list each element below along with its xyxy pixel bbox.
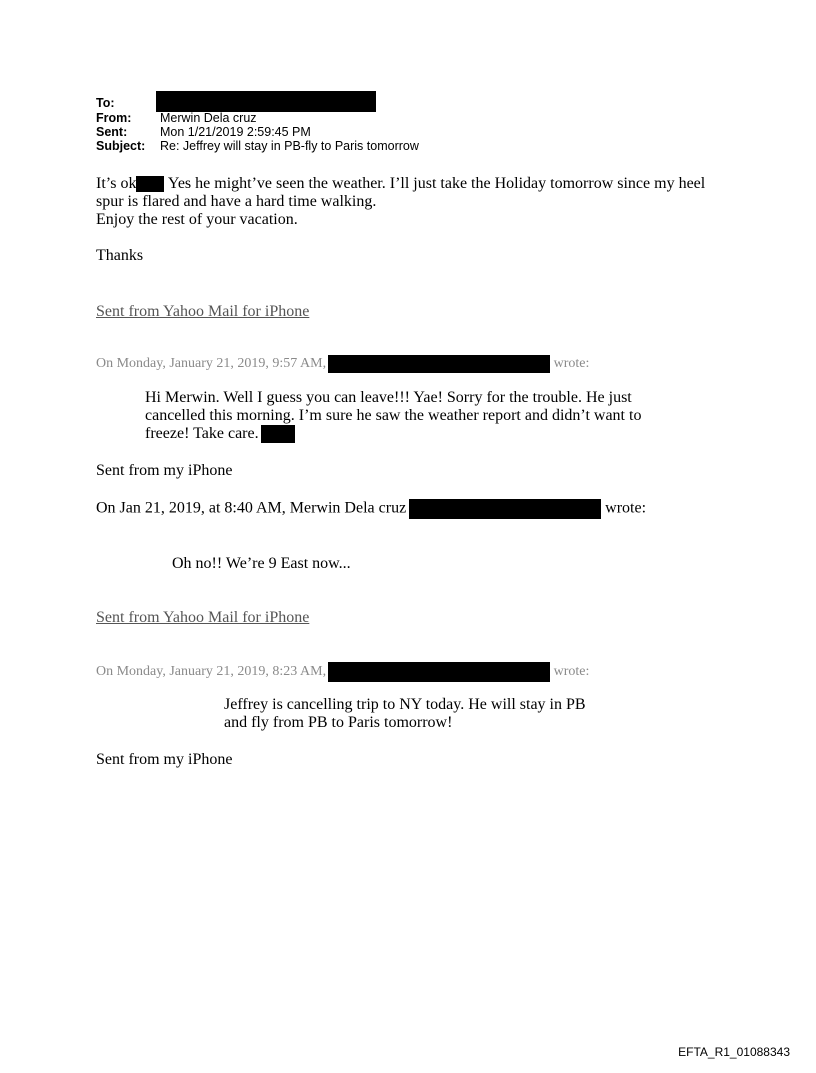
quote2-intro-end: wrote: bbox=[601, 499, 647, 517]
yahoo-signature-link-1[interactable]: Sent from Yahoo Mail for iPhone bbox=[96, 303, 310, 320]
quote1-intro-start: On Monday, January 21, 2019, 9:57 AM, bbox=[96, 356, 327, 372]
from-value: Merwin Dela cruz bbox=[160, 111, 257, 125]
redaction-sender-2 bbox=[328, 662, 550, 682]
redaction-to bbox=[156, 91, 376, 112]
sent-label: Sent: bbox=[96, 125, 128, 139]
redaction-name bbox=[136, 176, 164, 192]
document-id: EFTA_R1_01088343 bbox=[678, 1045, 790, 1059]
quote3-line-2: and fly from PB to Paris tomorrow! bbox=[224, 714, 453, 731]
quote1-line-2: cancelled this morning. I’m sure he saw the weather report and didn’t want to bbox=[145, 407, 642, 424]
quote1-line-3-text: freeze! Take care. bbox=[145, 425, 259, 442]
quote3-signature: Sent from my iPhone bbox=[96, 751, 233, 768]
quote3-line-1: Jeffrey is cancelling trip to NY today. He will stay in PB bbox=[224, 696, 586, 713]
reply-line-1-start: It’s ok bbox=[96, 175, 137, 192]
subject-label: Subject: bbox=[96, 139, 146, 153]
reply-line-2: spur is flared and have a hard time walking. bbox=[96, 193, 377, 210]
to-label: To: bbox=[96, 96, 115, 110]
quote2-intro bbox=[96, 499, 646, 519]
from-label: From: bbox=[96, 111, 132, 125]
quote1-intro bbox=[96, 355, 589, 373]
quote1-intro-end: wrote: bbox=[550, 356, 590, 372]
yahoo-signature-link-2[interactable]: Sent from Yahoo Mail for iPhone bbox=[96, 609, 310, 626]
quote3-intro-end: wrote: bbox=[550, 664, 590, 680]
redaction-email bbox=[409, 499, 601, 519]
reply-line-1-end: Yes he might’ve seen the weather. I’ll just take the Holiday tomorrow since my heel bbox=[164, 175, 706, 192]
redaction-sender-1 bbox=[328, 355, 550, 373]
reply-thanks: Thanks bbox=[96, 247, 144, 264]
quote3-intro bbox=[96, 662, 589, 682]
quote1-line-3 bbox=[145, 425, 295, 443]
reply-line-1 bbox=[96, 175, 705, 193]
reply-line-3: Enjoy the rest of your vacation. bbox=[96, 211, 298, 228]
quote2-intro-start: On Jan 21, 2019, at 8:40 AM, Merwin Dela cruz bbox=[96, 499, 407, 517]
subject-value: Re: Jeffrey will stay in PB-fly to Paris tomorrow bbox=[160, 139, 419, 153]
quote3-intro-start: On Monday, January 21, 2019, 8:23 AM, bbox=[96, 664, 327, 680]
quote1-signature: Sent from my iPhone bbox=[96, 462, 233, 479]
email-header bbox=[96, 96, 596, 156]
quote1-line-1: Hi Merwin. Well I guess you can leave!!! Yae! Sorry for the trouble. He just bbox=[145, 389, 632, 406]
quote2-body: Oh no!! We’re 9 East now... bbox=[172, 555, 351, 572]
sent-value: Mon 1/21/2019 2:59:45 PM bbox=[160, 125, 311, 139]
redaction-signoff bbox=[261, 425, 295, 443]
